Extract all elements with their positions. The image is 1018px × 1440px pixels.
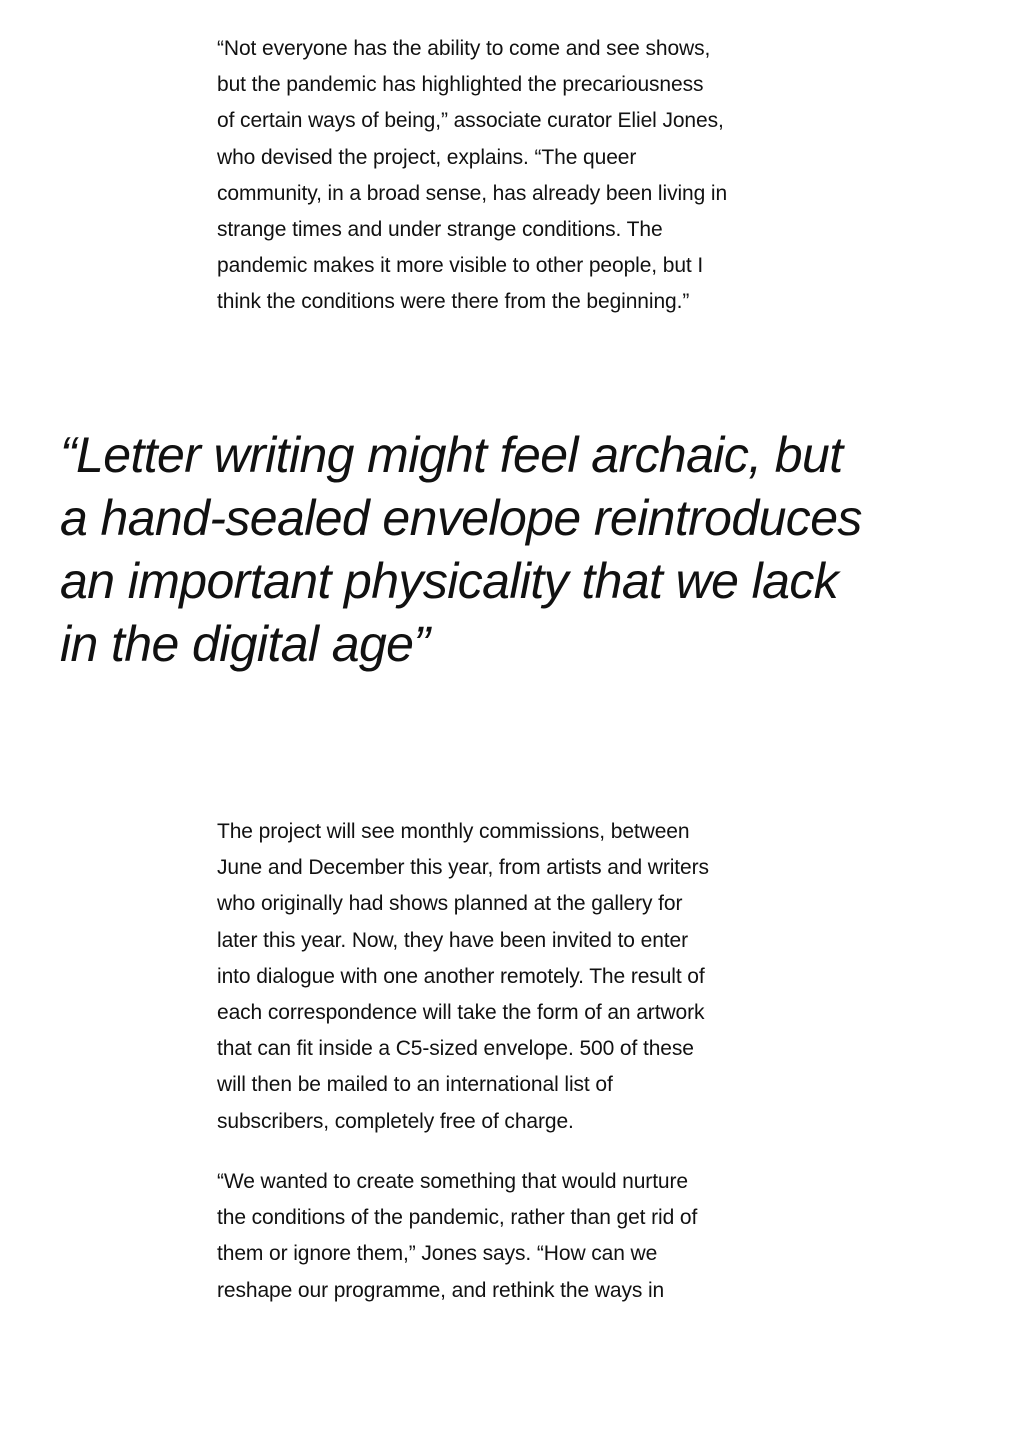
text-line: reshape our programme, and rethink the ways in — [217, 1278, 665, 1302]
text-line: “We wanted to create something that would nurture — [217, 1170, 688, 1193]
text-line: that can fit inside a C5-sized envelope. 500 of these — [217, 1037, 694, 1061]
pull-quote-line: a hand-sealed envelope reintroduces — [60, 490, 862, 546]
body-paragraph — [217, 31, 817, 321]
body-paragraph — [217, 814, 817, 1140]
text-line: strange times and under strange conditions. The — [217, 218, 663, 242]
text-line: them or ignore them,” Jones says. “How can we — [217, 1242, 658, 1266]
text-line: of certain ways of being,” associate curator Eliel Jones, — [217, 109, 724, 133]
text-line: each correspondence will take the form of an artwork — [217, 1001, 705, 1025]
text-line: who devised the project, explains. “The queer — [217, 145, 637, 169]
text-line: think the conditions were there from the beginning.” — [217, 290, 690, 314]
pull-quote-line: “Letter writing might feel archaic, but — [60, 427, 843, 483]
text-line: who originally had shows planned at the gallery for — [217, 892, 683, 916]
text-line: “Not everyone has the ability to come and see shows, — [217, 37, 711, 60]
text-line: pandemic makes it more visible to other people, but I — [217, 254, 704, 278]
text-line: the conditions of the pandemic, rather than get rid of — [217, 1206, 698, 1230]
text-line: community, in a broad sense, has already been living in — [217, 181, 728, 205]
pull-quote-line: an important physicality that we lack — [60, 553, 839, 609]
pull-quote-line: in the digital age” — [60, 616, 430, 672]
text-line: into dialogue with one another remotely. The result of — [217, 964, 705, 988]
text-line: but the pandemic has highlighted the precariousness — [217, 73, 704, 97]
text-line: The project will see monthly commissions, between — [217, 820, 690, 843]
pull-quote — [60, 424, 980, 676]
text-line: later this year. Now, they have been invited to enter — [217, 928, 688, 952]
text-line: will then be mailed to an international list of — [217, 1073, 613, 1097]
body-paragraph — [217, 1164, 817, 1309]
text-line: June and December this year, from artists and writers — [217, 856, 709, 880]
text-line: subscribers, completely free of charge. — [217, 1109, 574, 1133]
